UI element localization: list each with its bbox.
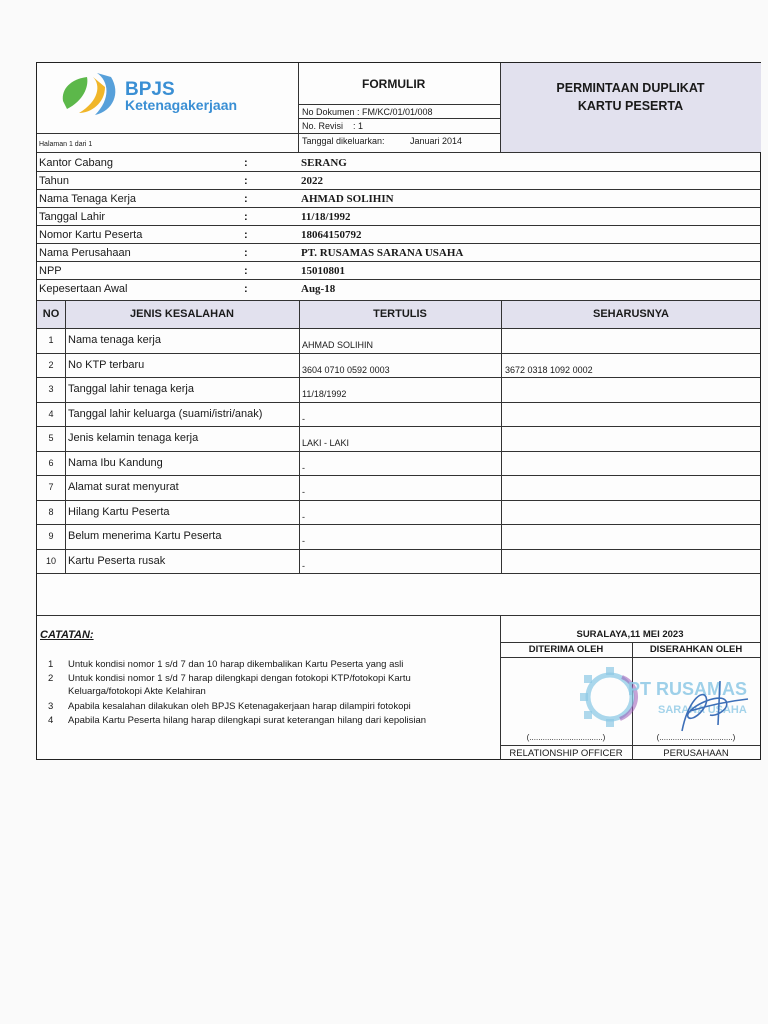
- halaman: Halaman 1 dari 1: [39, 141, 93, 148]
- row-no: 8: [48, 507, 54, 517]
- row-tertulis: -: [302, 561, 305, 571]
- catatan-item-text: Untuk kondisi nomor 1 s/d 7 harap dilengkapi dengan fotokopi KTP/fotokopi Kartu: [68, 673, 411, 684]
- row-no: 3: [48, 384, 54, 394]
- info-label: Nama Perusahaan: [39, 247, 131, 259]
- row-jenis: Jenis kelamin tenaga kerja: [68, 432, 199, 444]
- row-no: 4: [48, 409, 54, 419]
- brand-name: BPJS: [125, 79, 175, 100]
- place-date: SURALAYA,11 MEI 2023: [576, 629, 684, 640]
- info-label: Nama Tenaga Kerja: [39, 193, 137, 205]
- no-dokumen: No Dokumen : FM/KC/01/01/008: [302, 107, 433, 117]
- row-no: 9: [48, 531, 54, 541]
- col-header-no: NO: [42, 308, 60, 320]
- table-row: [37, 402, 760, 427]
- info-separator: :: [244, 265, 248, 277]
- title-line-2: KARTU PESERTA: [577, 99, 684, 113]
- brand-subtitle: Ketenagakerjaan: [125, 97, 238, 113]
- info-label: Nomor Kartu Peserta: [39, 229, 143, 241]
- company-stamp: [570, 661, 760, 739]
- row-jenis: Tanggal lahir keluarga (suami/istri/anak): [68, 408, 263, 420]
- catatan-item-text-cont: Keluarga/fotokopi Akte Kelahiran: [68, 686, 206, 697]
- table-row: [37, 524, 760, 549]
- catatan-item-text: Apabila Kartu Peserta hilang harap dilengkapi surat keterangan hilang dari kepolisian: [68, 715, 427, 726]
- row-tertulis: -: [302, 512, 305, 522]
- row-no: 6: [48, 458, 54, 468]
- catatan-item-text: Apabila kesalahan dilakukan oleh BPJS Ketenagakerjaan harap dilampiri fotokopi: [68, 701, 411, 712]
- catatan-item-text: Untuk kondisi nomor 1 s/d 7 dan 10 harap dikembalikan Kartu Peserta yang asli: [68, 659, 404, 670]
- svg-text:PT RUSAMAS: PT RUSAMAS: [628, 679, 748, 699]
- role-perusahaan: PERUSAHAAN: [663, 748, 729, 759]
- catatan-item-no: 4: [48, 715, 54, 726]
- row-no: 5: [48, 433, 54, 443]
- diterima-oleh: DITERIMA OLEH: [528, 644, 604, 655]
- info-label: Tahun: [39, 175, 69, 187]
- tanggal-dikeluarkan-value: Januari 2014: [410, 136, 463, 146]
- title-line-1: PERMINTAAN DUPLIKAT: [556, 81, 705, 95]
- info-separator: :: [244, 283, 248, 295]
- col-header-jenis: JENIS KESALAHAN: [130, 308, 234, 320]
- info-separator: :: [244, 175, 248, 187]
- bpjs-logo-mark-icon: [57, 71, 127, 119]
- duplicate-card-request-form: [36, 62, 761, 760]
- info-value: Aug-18: [301, 283, 336, 295]
- info-separator: :: [244, 193, 248, 205]
- table-row: [37, 500, 760, 525]
- info-value: SERANG: [301, 157, 347, 169]
- table-row: [37, 549, 760, 574]
- info-value: 11/18/1992: [301, 211, 351, 223]
- info-value: 18064150792: [301, 229, 362, 241]
- row-seharusnya: 3672 0318 1092 0002: [505, 365, 593, 375]
- table-row: [37, 475, 760, 500]
- row-no: 7: [48, 482, 54, 492]
- info-separator: :: [244, 229, 248, 241]
- info-separator: :: [244, 211, 248, 223]
- catatan-item-no: 2: [48, 673, 54, 684]
- info-value: 15010801: [301, 265, 345, 277]
- table-row: [37, 328, 760, 353]
- row-no: 10: [45, 556, 56, 566]
- row-no: 2: [48, 360, 54, 370]
- info-separator: :: [244, 247, 248, 259]
- catatan-item-no: 1: [48, 659, 54, 670]
- catatan-item-no: 3: [48, 701, 54, 712]
- info-value: 2022: [301, 175, 323, 187]
- row-jenis: Nama tenaga kerja: [68, 334, 161, 346]
- col-header-tertulis: TERTULIS: [373, 308, 427, 320]
- row-jenis: Hilang Kartu Peserta: [68, 506, 170, 518]
- row-tertulis: -: [302, 463, 305, 473]
- row-no: 1: [48, 335, 54, 345]
- company-stamp-gear-icon: [570, 661, 760, 739]
- table-row: [37, 353, 760, 378]
- row-tertulis: 11/18/1992: [302, 389, 347, 399]
- info-separator: :: [244, 157, 248, 169]
- row-jenis: No KTP terbaru: [68, 359, 145, 371]
- row-jenis: Alamat surat menyurat: [68, 481, 179, 493]
- svg-text:SARANA USAHA: SARANA USAHA: [658, 704, 747, 716]
- signature-line-right: (.................................): [656, 733, 736, 742]
- info-value: AHMAD SOLIHIN: [301, 193, 394, 205]
- row-jenis: Belum menerima Kartu Peserta: [68, 530, 222, 542]
- row-tertulis: -: [302, 487, 305, 497]
- bpjs-logo: [57, 71, 127, 119]
- row-tertulis: LAKI - LAKI: [302, 438, 350, 448]
- row-tertulis: -: [302, 414, 305, 424]
- tanggal-dikeluarkan-label: Tanggal dikeluarkan:: [302, 136, 385, 146]
- info-label: NPP: [39, 265, 62, 277]
- info-label: Tanggal Lahir: [39, 211, 106, 223]
- row-jenis: Tanggal lahir tenaga kerja: [68, 383, 194, 395]
- table-row: [37, 451, 760, 476]
- row-jenis: Nama Ibu Kandung: [68, 457, 163, 469]
- info-value: PT. RUSAMAS SARANA USAHA: [301, 247, 464, 259]
- row-tertulis: 3604 0710 0592 0003: [302, 365, 390, 375]
- catatan-title: CATATAN:: [40, 629, 94, 641]
- table-row: [37, 377, 760, 402]
- info-label: Kepesertaan Awal: [39, 283, 128, 295]
- no-revisi: No. Revisi : 1: [302, 121, 364, 131]
- signature-line-left: (.................................): [526, 733, 606, 742]
- row-tertulis: AHMAD SOLIHIN: [302, 340, 374, 350]
- diserahkan-oleh: DISERAHKAN OLEH: [649, 644, 743, 655]
- row-jenis: Kartu Peserta rusak: [68, 555, 166, 567]
- table-row: [37, 426, 760, 451]
- row-tertulis: -: [302, 536, 305, 546]
- formulir-label: FORMULIR: [362, 77, 426, 91]
- role-relationship-officer: RELATIONSHIP OFFICER: [509, 748, 623, 759]
- col-header-seharusnya: SEHARUSNYA: [592, 308, 669, 320]
- info-label: Kantor Cabang: [39, 157, 113, 169]
